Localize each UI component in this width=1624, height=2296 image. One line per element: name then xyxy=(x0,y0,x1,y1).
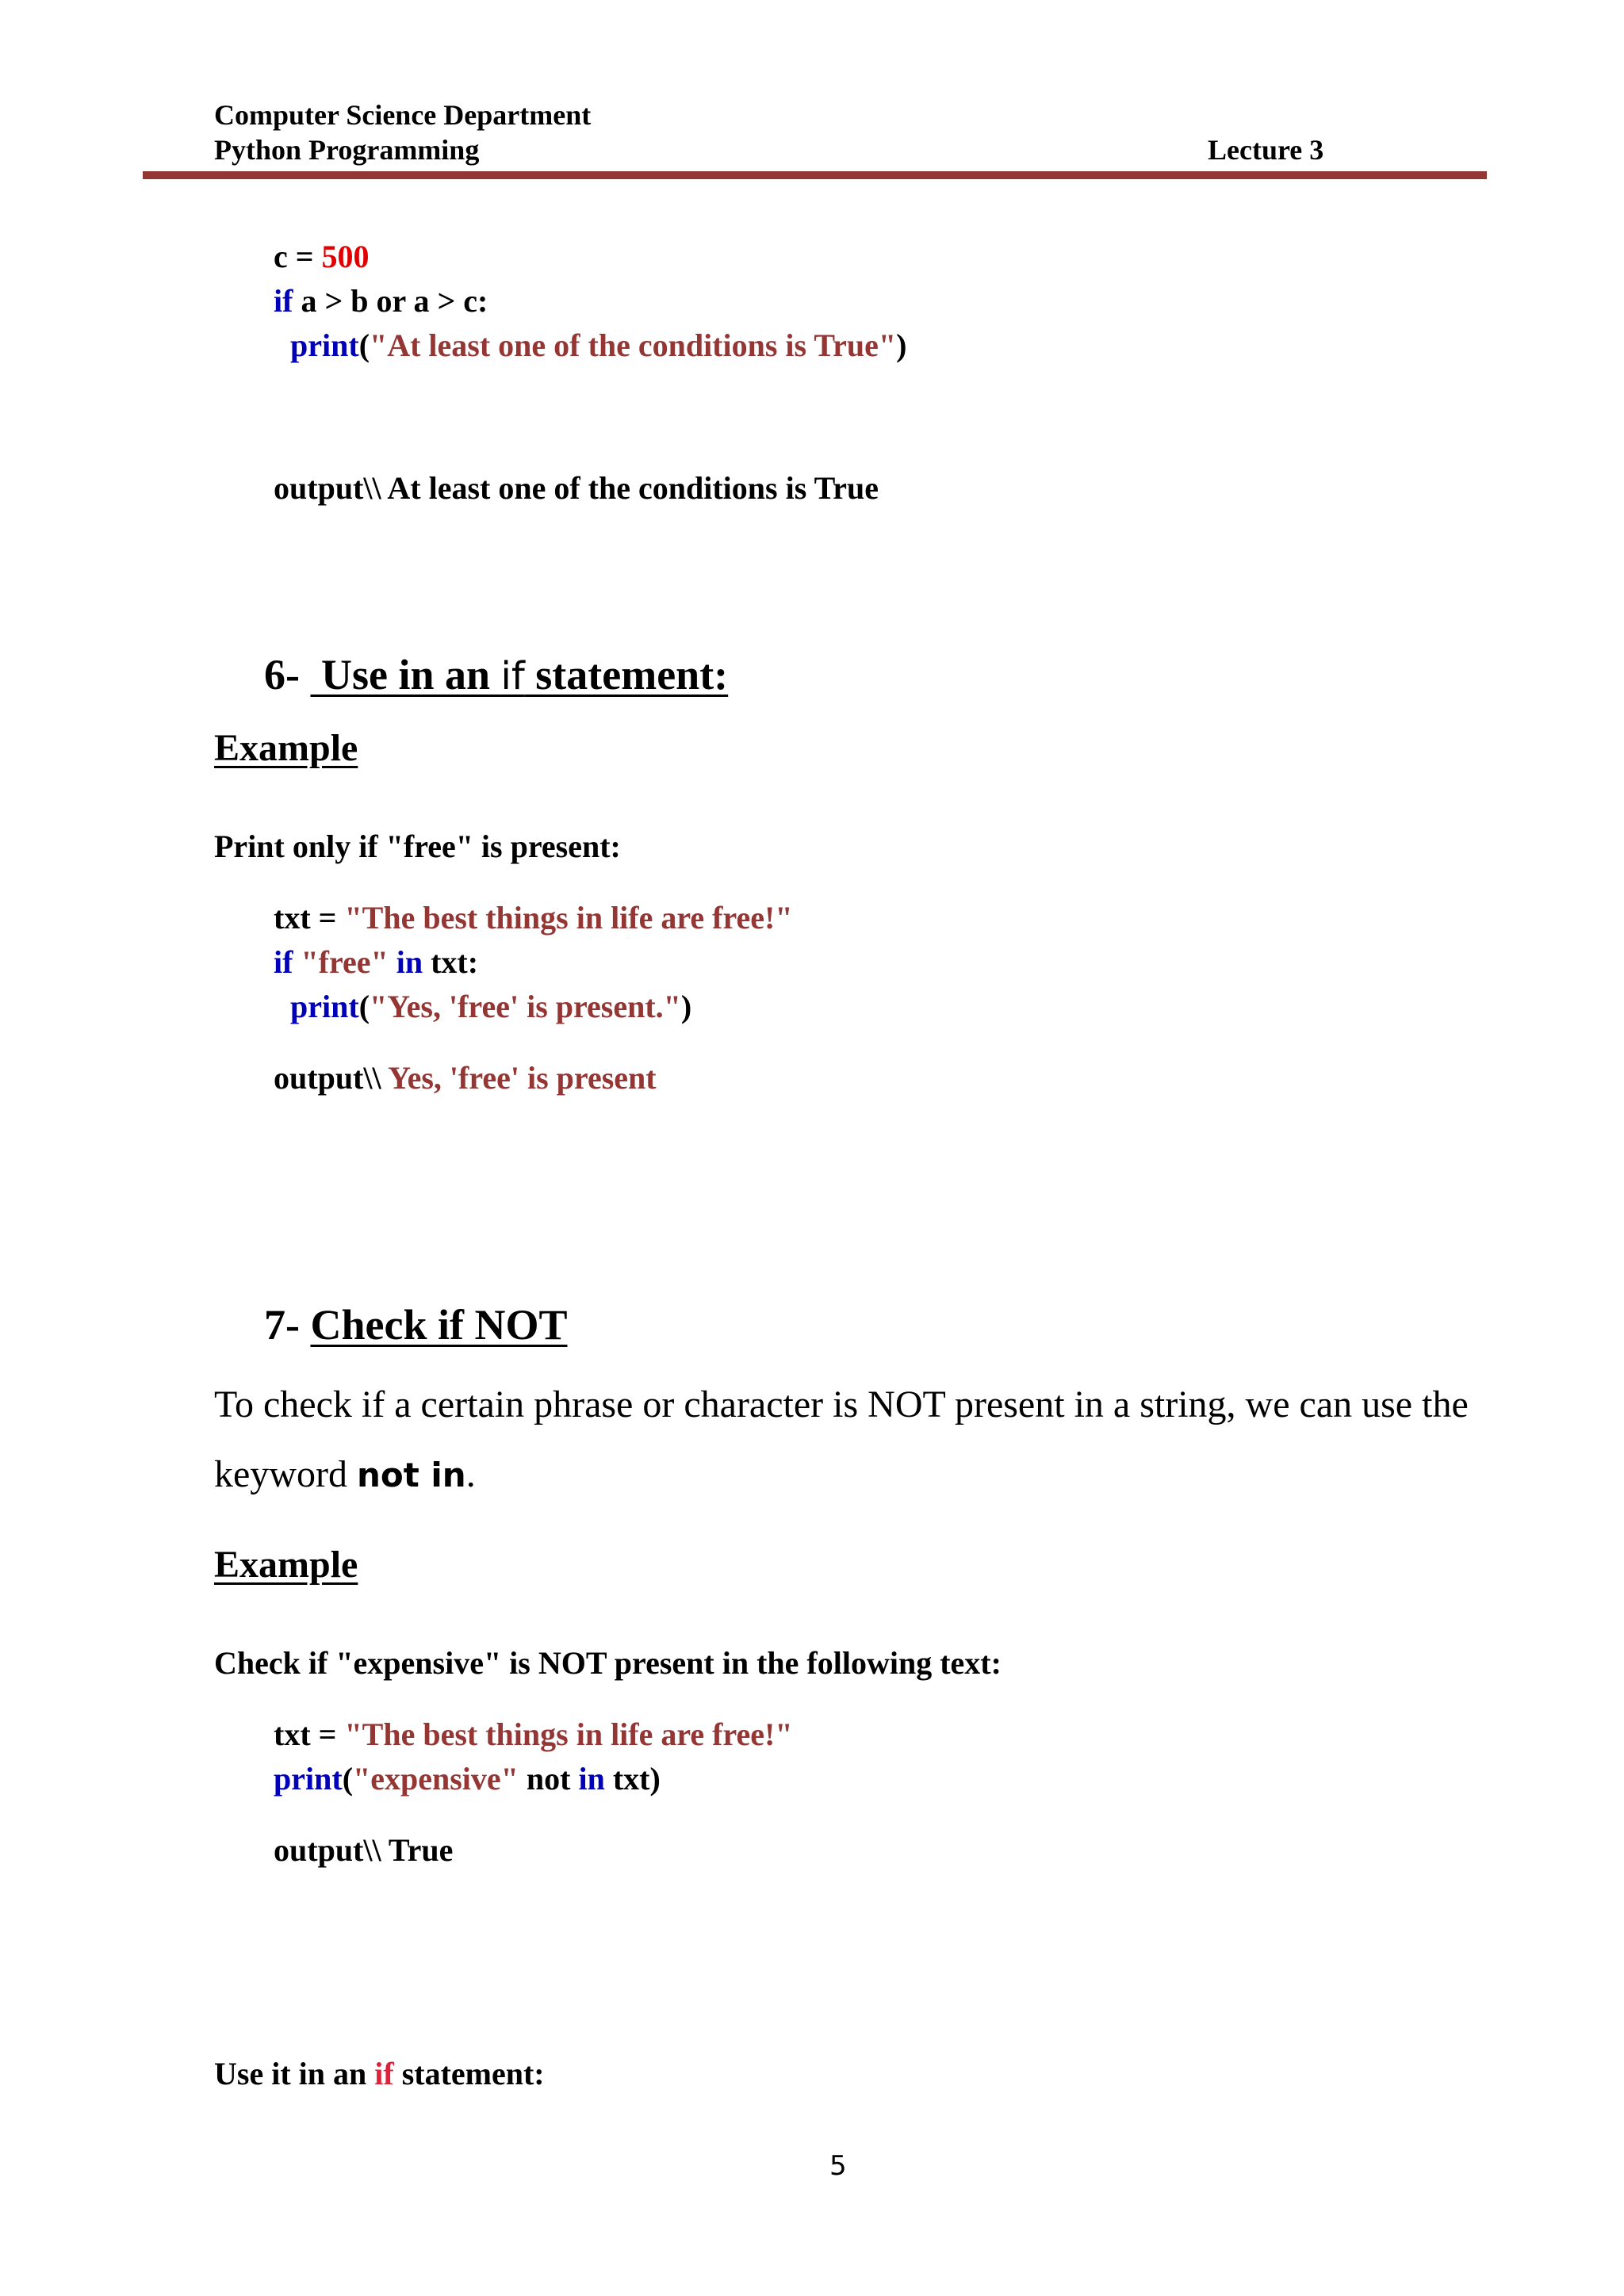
example-label-7: Example xyxy=(214,1544,358,1586)
section7-heading: 7- Check if NOT xyxy=(264,1301,568,1349)
code1-line2: if a > b or a > c: xyxy=(274,283,488,319)
header-course: Python Programming xyxy=(214,134,480,166)
code2-line2: if "free" in txt: xyxy=(274,944,479,980)
code2-line1: txt = "The best things in life are free!" xyxy=(274,900,793,936)
example6-description: Print only if "free" is present: xyxy=(214,828,621,864)
section7-paragraph: To check if a certain phrase or character is NOT present in a string, we can use the keyword not in. xyxy=(214,1383,1469,1495)
output2: output\\ Yes, 'free' is present xyxy=(274,1060,657,1096)
closing-line: Use it in an if statement: xyxy=(214,2056,545,2091)
header-lecture: Lecture 3 xyxy=(1208,134,1324,166)
code2-line3: print("Yes, 'free' is present.") xyxy=(290,989,692,1024)
section6-heading: 6- Use in an if statement: xyxy=(264,651,729,698)
example7-description: Check if "expensive" is NOT present in the following text: xyxy=(214,1645,1002,1681)
code1-line1: c = 500 xyxy=(274,239,370,274)
header-rule xyxy=(143,171,1487,179)
page-number: 5 xyxy=(829,2150,847,2182)
code3-line1: txt = "The best things in life are free!" xyxy=(274,1716,793,1752)
example-label-6: Example xyxy=(214,727,358,769)
output1: output\\ At least one of the conditions is True xyxy=(274,470,879,506)
output3: output\\ True xyxy=(274,1832,454,1868)
code3-line2: print("expensive" not in txt) xyxy=(274,1761,661,1797)
code1-line3: print("At least one of the conditions is True") xyxy=(290,327,907,363)
header-department: Computer Science Department xyxy=(214,99,592,131)
